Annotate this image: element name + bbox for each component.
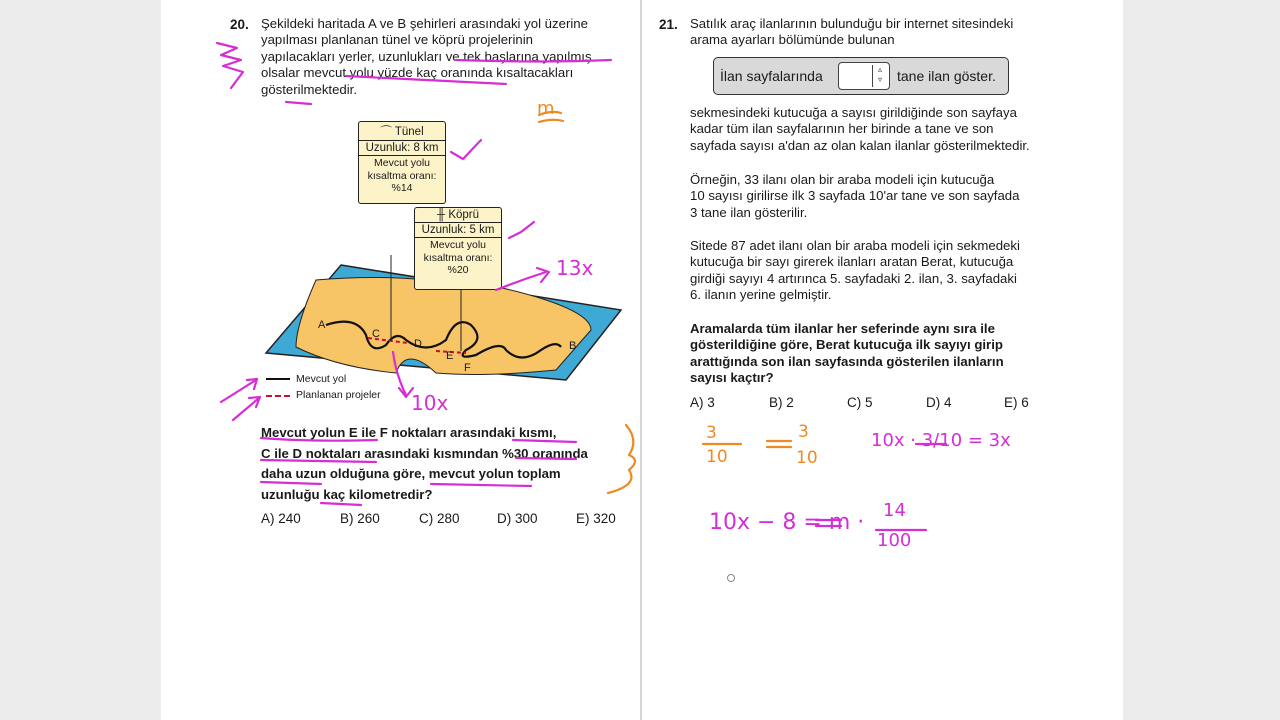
q20-choice-b[interactable]: B) 260	[340, 511, 380, 526]
spinner-arrows-icon[interactable]: ▵ ▿	[872, 65, 887, 87]
column-divider	[640, 0, 642, 720]
ink-m-label: m	[537, 98, 555, 119]
q21-p3-line-4: 6. ilanın yerine gelmiştir.	[690, 287, 832, 303]
q21-choice-e[interactable]: E) 6	[1004, 395, 1029, 410]
q21-p3-line-3: girdiği sayıyı 4 artırınca 5. sayfadaki 2. ilan, 3. sayfadaki	[690, 270, 1017, 286]
bridge-rate-label-2: kısaltma oranı:	[423, 251, 493, 264]
widget-left-label: İlan sayfalarında	[720, 68, 823, 84]
ink-underline-tek	[456, 60, 611, 62]
tunnel-rate: %14	[391, 182, 413, 194]
ink-arrow-13x	[496, 268, 549, 290]
q21-intro-line-1: Satılık araç ilanlarının bulunduğu bir internet sitesindeki	[690, 16, 1014, 31]
q20-line-2: yapılması planlanan tünel ve köprü projelerinin	[261, 32, 533, 48]
bridge-rate: %20	[447, 264, 469, 276]
point-d-label: D	[414, 338, 422, 350]
q20-line-1: Şekildeki haritada A ve B şehirleri arasındaki yol üzerine	[261, 16, 588, 31]
q21-p2-line-2: 10 sayısı girilirse ilk 3 sayfada 10'ar tane ve son sayfada	[690, 188, 1020, 204]
tunnel-rate-label-2: kısaltma oranı:	[367, 169, 437, 182]
ink-tick-bridge	[509, 222, 534, 238]
point-c-label: C	[372, 328, 380, 340]
q21-p3-line-2: kutucuğa bir sayı girerek ilanları aratan Berat, kutucuğa	[690, 254, 1014, 270]
ink-scribble-mark	[217, 43, 243, 88]
point-f-label: F	[464, 362, 471, 374]
cursor-dot	[727, 574, 735, 582]
ink-frac-100: 100	[877, 530, 912, 551]
q20-choice-c[interactable]: C) 280	[419, 511, 460, 526]
point-e-label: E	[446, 350, 454, 362]
handwriting-layer	[161, 0, 1123, 720]
q20-line-4: olsalar mevcut yolu yüzde kaç oranında kısaltacakları	[261, 65, 574, 81]
q21-p1-line-3: sayfada sayısı a'dan az olan kalan ilanlar gösterilmektedir.	[690, 137, 1030, 153]
q21-p2-line-1: Örneğin, 33 ilanı olan bir araba modeli için kutucuğa	[690, 172, 995, 187]
tunnel-title: Tünel	[394, 126, 424, 138]
q21-choice-b[interactable]: B) 2	[769, 395, 794, 410]
tunnel-length: Uzunluk: 8 km	[359, 141, 445, 156]
q20-prompt-line-3: daha uzun olduğuna göre, mevcut yolun toplam	[261, 466, 561, 481]
ink-arrow-10x	[393, 352, 413, 397]
q21-choice-a[interactable]: A) 3	[690, 395, 715, 410]
ink-eq2-left: 10x − 8 = m ·	[709, 510, 865, 535]
q21-prompt-line-1: Aramalarda tüm ilanlar her seferinde aynı sıra ile	[690, 321, 995, 336]
q21-p3-line-1: Sitede 87 adet ilanı olan bir araba modeli için sekmedeki	[690, 238, 1020, 253]
q20-prompt-line-4: uzunluğu kaç kilometredir?	[261, 486, 433, 502]
q20-prompt-line-2: C ile D noktaları arasındaki kısmından %30 oranında	[261, 445, 588, 461]
point-a-label: A	[318, 319, 326, 331]
tunnel-rate-label-1: Mevcut yolu	[373, 157, 431, 169]
q21-choice-d[interactable]: D) 4	[926, 395, 952, 410]
ink-frac-14: 14	[883, 500, 906, 521]
ink-dash	[286, 102, 311, 104]
bridge-length: Uzunluk: 5 km	[415, 223, 501, 238]
point-b-label: B	[569, 340, 577, 352]
ink-underline-mevcut	[346, 76, 506, 84]
widget-right-label: tane ilan göster.	[897, 68, 996, 84]
ink-underlines-q20	[261, 438, 576, 505]
q20-choice-a[interactable]: A) 240	[261, 511, 301, 526]
q21-p1-line-1: sekmesindeki kutucuğa a sayısı girildiğinde son sayfaya	[690, 105, 1017, 120]
ink-orange-num-2: 3	[798, 422, 809, 442]
bridge-icon: ╫	[436, 209, 449, 221]
tunnel-icon: ⌒	[380, 126, 395, 138]
q20-line-3: yapılacakları yerler, uzunlukları ve tek başlarına yapılmış	[261, 48, 592, 64]
ink-orange-num: 3	[706, 423, 717, 443]
legend-planned-label: Planlanan projeler	[296, 389, 381, 401]
bridge-title: Köprü	[448, 209, 480, 221]
ink-13x-label: 13x	[556, 256, 594, 280]
q21-choice-c[interactable]: C) 5	[847, 395, 873, 410]
ink-legend-arrows	[221, 379, 260, 420]
legend-existing-label: Mevcut yol	[296, 373, 347, 385]
q21-prompt-line-2: gösterildiğine göre, Berat kutucuğa ilk sayıyı girip	[690, 337, 1003, 353]
question-21-number: 21.	[659, 17, 678, 32]
q20-choice-e[interactable]: E) 320	[576, 511, 616, 526]
ink-check-tunnel	[451, 140, 481, 159]
q21-p1-line-2: kadar tüm ilan sayfalarının her birinde a tane ve son	[690, 121, 994, 137]
question-20-number: 20.	[230, 17, 249, 32]
q20-choice-d[interactable]: D) 300	[497, 511, 538, 526]
q21-intro-line-2: arama ayarları bölümünde bulunan	[690, 32, 895, 48]
q21-prompt-line-4: sayısı kaçtır?	[690, 370, 774, 386]
ink-orange-den-2: 10	[796, 448, 818, 468]
q20-prompt-line-1: Mevcut yolun E ile F noktaları arasındaki kısmı,	[261, 425, 557, 440]
ink-brace-q20	[608, 425, 635, 493]
ink-10x-label: 10x	[411, 391, 449, 415]
exam-page	[161, 0, 1123, 720]
q21-prompt-line-3: arattığında son ilan sayfasında gösterilen ilanların	[690, 353, 1004, 369]
ink-orange-den: 10	[706, 447, 728, 467]
ink-eq1: 10x · 3/10 = 3x	[871, 430, 1011, 451]
q20-line-5: gösterilmektedir.	[261, 81, 358, 97]
bridge-rate-label-1: Mevcut yolu	[429, 239, 487, 251]
q21-p2-line-3: 3 tane ilan gösterilir.	[690, 204, 808, 220]
